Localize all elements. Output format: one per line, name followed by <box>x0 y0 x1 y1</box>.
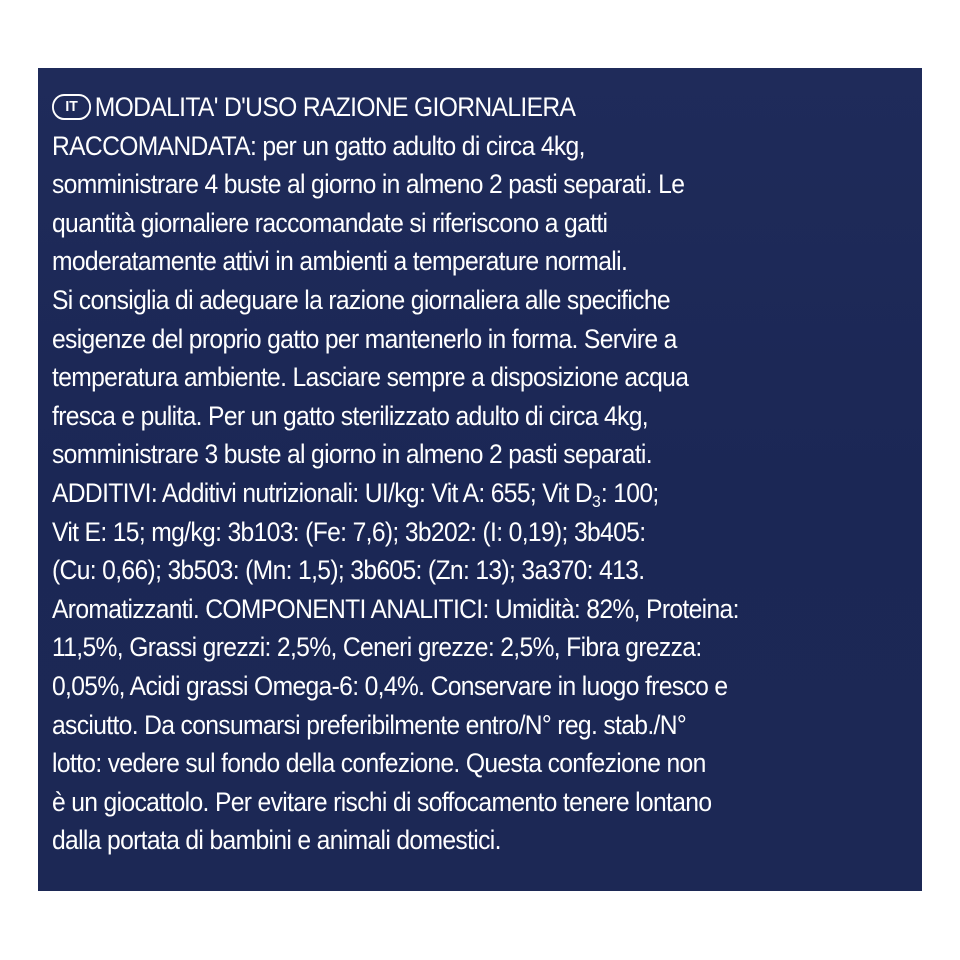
text-line-6: Si consiglia di adeguare la razione giornaliera alle specifiche <box>52 284 670 315</box>
vitamin-d-subscript: 3 <box>592 491 601 511</box>
text-line-20: dalla portata di bambini e animali domestici. <box>52 825 501 856</box>
label-text-panel <box>38 68 922 891</box>
text-line-9: fresca e pulita. Per un gatto sterilizzato adulto di circa 4kg, <box>52 400 648 431</box>
label-text-block <box>52 88 791 860</box>
text-line-15: 11,5%, Grassi grezzi: 2,5%, Ceneri grezze: 2,5%, Fibra grezza: <box>52 632 702 663</box>
text-line-18: lotto: vedere sul fondo della confezione. Questa confezione non <box>52 748 706 779</box>
text-line-12: Vit E: 15; mg/kg: 3b103: (Fe: 7,6); 3b202: (I: 0,19); 3b405: <box>52 516 646 547</box>
text-line-3: somministrare 4 buste al giorno in almeno 2 pasti separati. Le <box>52 169 685 200</box>
text-line-10: somministrare 3 buste al giorno in almeno 2 pasti separati. <box>52 439 652 470</box>
language-badge: IT <box>52 94 91 120</box>
vitamin-d-value: : 100; <box>600 477 659 508</box>
text-line-5: moderatamente attivi in ambienti a temperature normali. <box>52 246 628 277</box>
text-line-8: temperatura ambiente. Lasciare sempre a disposizione acqua <box>52 362 689 393</box>
text-line-14: Aromatizzanti. COMPONENTI ANALITICI: Umidità: 82%, Proteina: <box>52 593 739 624</box>
text-line-16: 0,05%, Acidi grassi Omega-6: 0,4%. Conservare in luogo fresco e <box>52 670 728 701</box>
text-line-1 <box>52 88 739 127</box>
text-line-11 <box>52 474 739 513</box>
text-line-11-content: ADDITIVI: Additivi nutrizionali: UI/kg: Vit A: 655; Vit D <box>52 477 593 508</box>
text-line-2: RACCOMANDATA: per un gatto adulto di circa 4kg, <box>52 130 585 161</box>
text-line-7: esigenze del proprio gatto per mantenerlo in forma. Servire a <box>52 323 677 354</box>
text-line-13: (Cu: 0,66); 3b503: (Mn: 1,5); 3b605: (Zn: 13); 3a370: 413. <box>52 555 645 586</box>
text-line-4: quantità giornaliere raccomandate si riferiscono a gatti <box>52 207 608 238</box>
text-line-19: è un giocattolo. Per evitare rischi di soffocamento tenere lontano <box>52 786 712 817</box>
text-line-17: asciutto. Da consumarsi preferibilmente entro/N° reg. stab./N° <box>52 709 687 740</box>
text-line-1-content: MODALITA' D'USO RAZIONE GIORNALIERA <box>94 92 576 122</box>
